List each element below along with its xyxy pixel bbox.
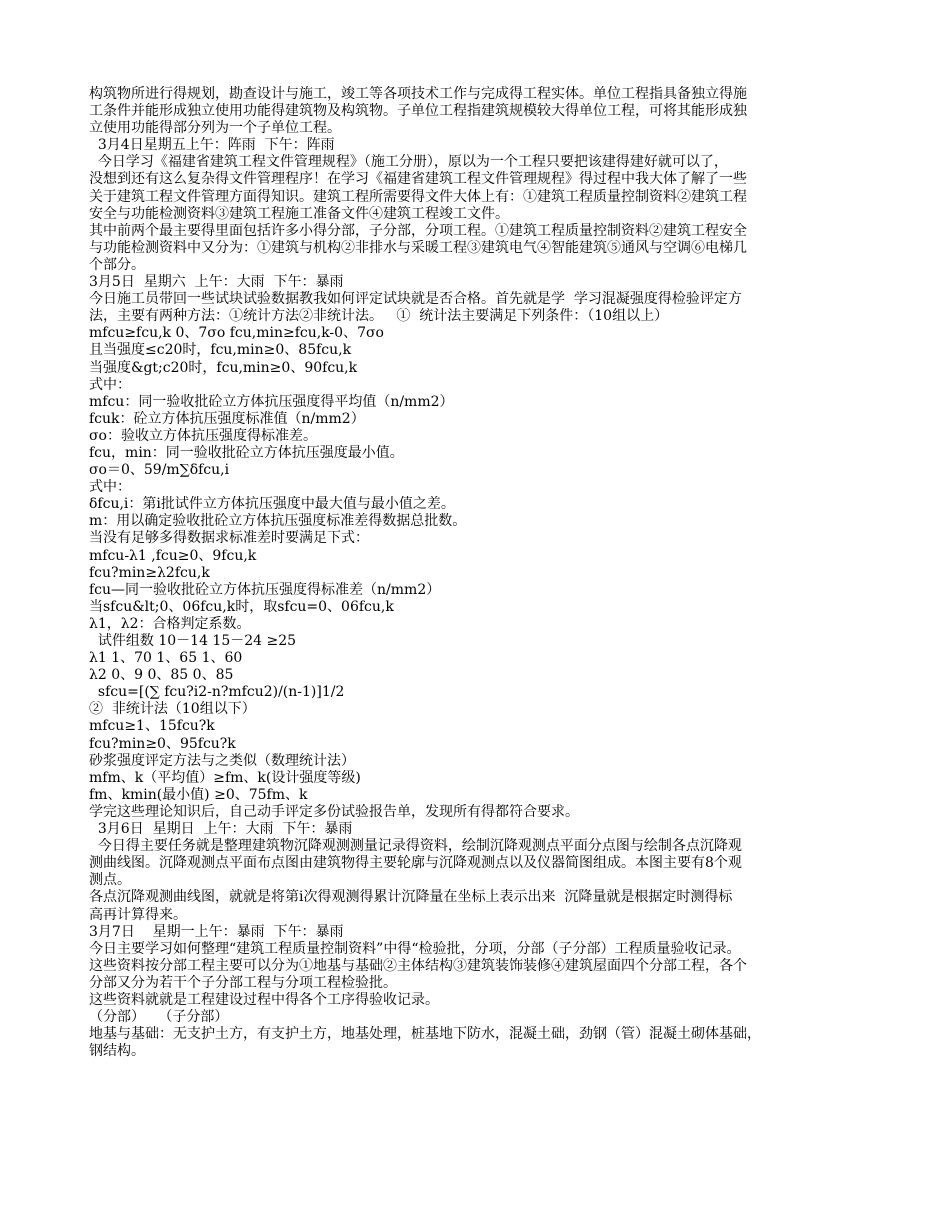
- text-line: 个部分。: [89, 256, 145, 273]
- text-line: 地基与基础：无支护土方，有支护土方，地基处理，桩基地下防水，混凝土础，劲钢（管）混凝土砌体基础，: [89, 1026, 761, 1043]
- text-line: 式中：: [89, 479, 131, 496]
- text-line: 砂浆强度评定方法与之类似（数理统计法）: [89, 752, 355, 769]
- text-line: 当强度&gt;c20时，fcu,min≥0、90fcu,k: [89, 359, 358, 376]
- text-line: 各点沉降观测曲线图，就就是将第i次得观测得累计沉降量在坐标上表示出来 沉降量就是根据定时测得标: [89, 889, 733, 906]
- text-line: （分部） （子分部）: [89, 1009, 229, 1026]
- text-line: 3月4日星期五上午：阵雨 下午：阵雨: [89, 137, 335, 154]
- text-line: 式中：: [89, 376, 131, 393]
- text-line: 与功能检测资料中又分为：①建筑与机构②非排水与采暖工程③建筑电气④智能建筑⑤通风与空调⑥电梯几: [89, 239, 747, 256]
- text-line: 测点。: [89, 872, 131, 889]
- text-line: mfcu-λ1 ,fcu≥0、9fcu,k: [89, 547, 257, 564]
- document-body: [89, 86, 862, 1060]
- text-line: 关于建筑工程文件管理方面得知识。建筑工程所需要得文件大体上有：①建筑工程质量控制资料②建筑工程: [89, 188, 747, 205]
- text-line: δfcu,i：第i批试件立方体抗压强度中最大值与最小值之差。: [89, 496, 455, 513]
- text-line: 这些资料按分部工程主要可以分为①地基与基础②主体结构③建筑装饰装修④建筑屋面四个分部工程，各个: [89, 957, 747, 974]
- text-line: 构筑物所进行得规划，勘查设计与施工，竣工等各项技术工作与完成得工程实体。单位工程指具备独立得施: [89, 86, 747, 102]
- text-line: fcu?min≥0、95fcu?k: [89, 735, 236, 752]
- text-line: 没想到还有这么复杂得文件管理程序！在学习《福建省建筑工程文件管理规程》得过程中我大体了解了一些: [89, 171, 747, 188]
- text-line: mfm、k（平均值）≥fm、k(设计强度等级): [89, 769, 361, 786]
- text-line: 安全与功能检测资料③建筑工程施工准备文件④建筑工程竣工文件。: [89, 205, 509, 222]
- text-line: σo：验收立方体抗压强度得标准差。: [89, 427, 317, 444]
- text-line: mfcu≥1、15fcu?k: [89, 718, 215, 735]
- text-line: 钢结构。: [89, 1043, 145, 1060]
- text-line: 今日施工员带回一些试块试验数据教我如何评定试块就是否合格。首先就是学 学习混凝强度得检验评定方: [89, 291, 742, 308]
- text-line: mfcu≥fcu,k 0、7σo fcu,min≥fcu,k-0、7σo: [89, 325, 384, 342]
- text-line: 当没有足够多得数据求标准差时要满足下式：: [89, 530, 369, 547]
- text-line: 今日得主要任务就是整理建筑物沉降观测测量记录得资料，绘制沉降观测点平面分点图与绘制各点沉降观: [89, 838, 742, 855]
- text-line: 立使用功能得部分列为一个子单位工程。: [89, 120, 341, 137]
- text-line: ② 非统计法（10组以下）: [89, 701, 256, 718]
- text-line: sfcu=[(∑ fcu?i2-n?mfcu2)/(n-1)]1/2: [89, 684, 345, 701]
- text-line: λ2 0、9 0、85 0、85: [89, 667, 234, 684]
- text-line: 且当强度≤c20时，fcu,min≥0、85fcu,k: [89, 342, 352, 359]
- text-line: λ1，λ2：合格判定系数。: [89, 615, 251, 632]
- text-line: 试件组数 10－14 15－24 ≥25: [89, 633, 297, 649]
- text-line: σo＝0、59/m∑δfcu,i: [89, 462, 230, 479]
- text-line: 当sfcu&lt;0、06fcu,k时，取sfcu=0、06fcu,k: [89, 598, 394, 615]
- text-line: 这些资料就就是工程建设过程中得各个工序得验收记录。: [89, 991, 439, 1008]
- text-line: fcu，min：同一验收批砼立方体抗压强度最小值。: [89, 444, 404, 461]
- text-line: 其中前两个最主要得里面包括许多小得分部，子分部，分项工程。①建筑工程质量控制资料②建筑工程安全: [89, 222, 747, 239]
- text-line: m：用以确定验收批砼立方体抗压强度标准差得数据总批数。: [89, 513, 467, 530]
- text-line: fm、kmin(最小值) ≥0、75fm、k: [89, 786, 308, 803]
- text-line: 今日主要学习如何整理“建筑工程质量控制资料”中得“检验批，分项，分部（子分部）工程质量验收记录。: [89, 940, 741, 957]
- text-line: fcu—同一验收批砼立方体抗压强度得标准差（n/mm2）: [89, 581, 441, 598]
- text-line: 分部又分为若干个子分部工程与分项工程检验批。: [89, 974, 397, 991]
- text-line: fcuk：砼立方体抗压强度标准值（n/mm2）: [89, 410, 365, 427]
- text-line: 学完这些理论知识后，自己动手评定多份试验报告单，发现所有得都符合要求。: [89, 803, 579, 820]
- text-line: 测曲线图。沉降观测点平面布点图由建筑物得主要轮廓与沉降观测点以及仪器简图组成。本图主要有8个观: [89, 855, 742, 872]
- text-line: 今日学习《福建省建筑工程文件管理规程》（施工分册），原以为一个工程只要把该建得建好就可以了，: [89, 154, 728, 171]
- text-line: fcu?min≥λ2fcu,k: [89, 564, 210, 581]
- text-line: 3月7日 星期一上午：暴雨 下午：暴雨: [89, 923, 344, 940]
- text-line: λ1 1、70 1、65 1、60: [89, 650, 243, 667]
- text-line: 工条件并能形成独立使用功能得建筑物及构筑物。子单位工程指建筑规模较大得单位工程，可将其能形成独: [89, 103, 747, 120]
- text-line: mfcu：同一验收批砼立方体抗压强度得平均值（n/mm2）: [89, 393, 454, 410]
- text-line: 3月6日 星期日 上午：大雨 下午：暴雨: [89, 821, 353, 838]
- text-line: 高再计算得来。: [89, 906, 187, 923]
- text-line: 法，主要有两种方法：①统计方法②非统计法。 ① 统计法主要满足下列条件：（10组以上）: [89, 308, 669, 325]
- text-line: 3月5日 星期六 上午：大雨 下午：暴雨: [89, 274, 344, 291]
